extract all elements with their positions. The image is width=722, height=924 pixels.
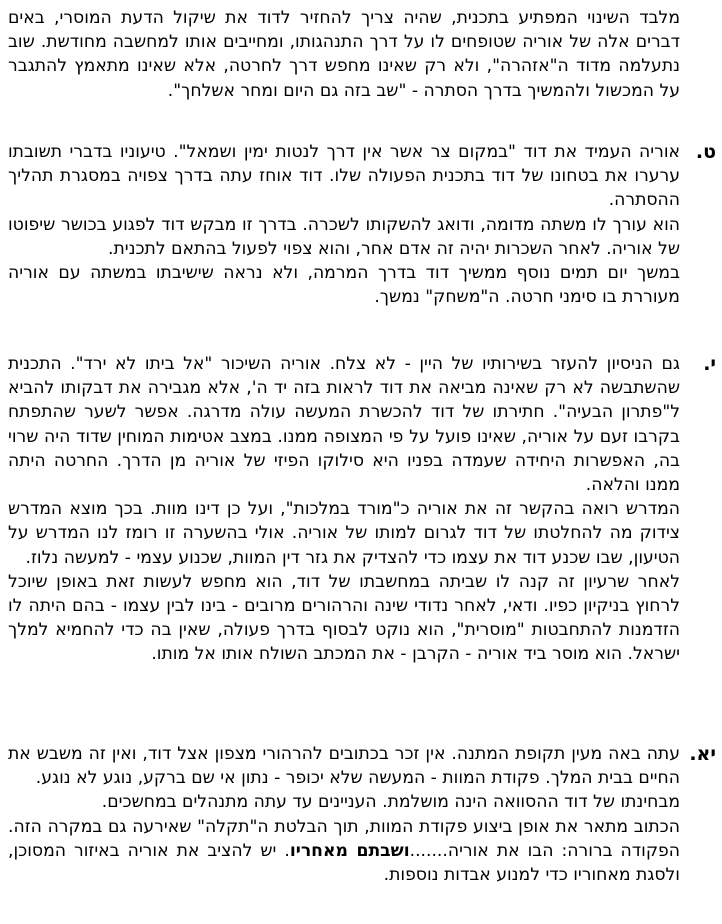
section-body (8, 742, 680, 887)
paragraph: עתה באה מעין תקופת המתנה. אין זכר בכתובים להרהורי מצפון אצל דוד, ואין זה משבש את החיים בבית המלך. פקודת המוות - המעשה שלא יכופר - נתון אי שם ברקע, נוגע לא נוגע. (8, 744, 680, 789)
paragraph: גם הניסיון להעזר בשירותיו של היין - לא צלח. אוריה השיכור "אל ביתו לא ירד". התכנית שהשתבשה לא רק שאינה מביאה את דוד לראות בזה יד ה', אלא מגבירה את דבקותו להביא ל"פתרון הבעיה". חתירתו של דוד להכשרת המעשה עולה מדרגה. אפשר לשער שהתפתח בקרבו זעם על אוריה, שאינו פועל על פי המצופה ממנו. במצב אטימות המוחין שדוד היה שרוי בה, האפשרות היחידה שעמדה בפניו היא סילוקו הפיזי של אוריה מן הדרך. החרטה היתה ממנו והלאה. (8, 354, 680, 496)
paragraph: במשך יום תמים נוסף ממשיך דוד בדרך המרמה, ולא נראה שישיבתו במשתה עם אוריה מעוררת בו סימני חרטה. ה"משחק" נמשך. (8, 263, 680, 308)
paragraph: הוא עורך לו משתה מדומה, ודואג להשקותו לשכרה. בדרך זו מבקש דוד לפגוע בכושר שיפוטו של אוריה. לאחר השכרות יהיה זה אדם אחר, והוא צפוי לפעול בהתאם לתכנית. (8, 214, 680, 259)
section-marker: ט. (695, 141, 716, 163)
intro-text: מלבד השינוי המפתיע בתכנית, שהיה צריך להחזיר לדוד את שיקול הדעת המוסרי, באים דברים אלה של אוריה שטופחים לו על דרך התנהגותו, ומחייבים אותו למחשבה מחודשת. שוב נתעלמה מדוד ה"אזהרה", ולא רק שאינו מחפש דרך לחרטה, אלא שאינו מתאמץ להתגבר על המכשול ולהמשיך בדרך הסתרה - "שב בזה גם היום ומחר אשלחך". (8, 8, 680, 101)
intro-paragraph (8, 6, 680, 103)
text-run: . יש להציב את אוריה באיזור המסוכן, ולסגת מאחוריו כדי למנוע אבדות נוספות. (8, 840, 680, 886)
paragraph (8, 815, 680, 888)
text-run: הכתוב מתאר את אופן ביצוע פקודת המוות, תוך הבלטת ה"תקלה" שאירעה גם במקרה הזה. הפקודה ברורה: הבו את אוריה....... (8, 816, 680, 861)
paragraph: לאחר שרעיון זה קנה לו שביתה במחשבתו של דוד, הוא מחפש לעשות זאת באופן שיוכל לרחוץ בניקיון כפיו. ודאי, לאחר נדודי שינה והרהורים מרובים - בינו לבין עצמו - בהם היתה לו הזדמנות להתחבטות "מוסרית", הוא נוקט לבסוף בדרך פעולה, שאין בה כדי להחמיא למלך ישראל. הוא מוסר ביד אוריה - הקרבן - את המכתב השולח אותו אל מותו. (8, 571, 680, 665)
section-tet (8, 140, 716, 309)
paragraph: מבחינתו של דוד ההסוואה הינה מושלמת. העניינים עד עתה מתנהלים במחשכים. (101, 792, 680, 813)
section-yod-alef (8, 742, 716, 887)
paragraph: המדרש רואה בהקשר זה את אוריה כ"מורד במלכות", ועל כן דינו מוות. בכך מוצא המדרש צידוק מה להחלטתו של דוד לגרום למותו של אוריה. אולי בהשערה זו רומז לנו המדרש על הטיעון, שבו שכנע דוד את עצמו כדי להצדיק את גזר דין המוות, שכנוע עצמי - למעשה נלוז. (8, 499, 680, 568)
section-marker: י. (703, 353, 716, 375)
paragraph: אוריה העמיד את דוד "במקום צר אשר אין דרך לנטות ימין ושמאל". טיעוניו בדברי תשובתו ערערו את בטחונו של דוד בתכנית הפעולה שלו. דוד אוחז עתה בדרך צפויה במסגרת תהליך ההסתרה. (8, 142, 680, 211)
section-body (8, 352, 680, 667)
section-yod (8, 352, 716, 667)
emphasized-text: ושבתם מאחריו (289, 840, 410, 861)
section-body (8, 140, 680, 309)
section-marker: יא. (689, 743, 716, 765)
